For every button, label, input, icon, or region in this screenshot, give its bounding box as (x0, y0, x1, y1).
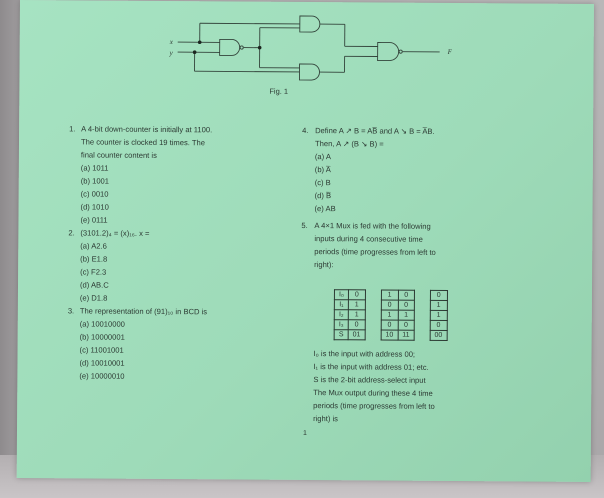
q4-option-d: (d) B̅ (314, 191, 332, 201)
figure-caption: Fig. 1 (269, 86, 289, 96)
q1-option-b: (b) 1001 (80, 176, 110, 186)
mux-cell: 0 (381, 300, 398, 310)
mux-cell: 00 (430, 330, 447, 340)
q1-number: 1. (69, 124, 76, 134)
q1-stem-line3: final counter content is (80, 150, 157, 160)
q2-option-e: (e) D1.8 (79, 293, 108, 303)
input-x-label: x (169, 38, 173, 47)
output-f-label: F (447, 47, 452, 57)
q5-stem-line1: A 4×1 Mux is fed with the following (314, 221, 431, 231)
q2-number: 2. (68, 228, 75, 238)
q1-stem-line1: A 4-bit down-counter is initially at 1100. (81, 124, 213, 135)
q5-note-line2: I₁ is the input with address 01; etc. (313, 362, 429, 372)
q2-option-b: (b) E1.8 (80, 254, 108, 264)
mux-cell: 0 (348, 320, 365, 330)
q3-stem: The representation of (91)₁₀ in BCD is (79, 306, 208, 317)
mux-row-label: I₁ (334, 300, 348, 310)
mux-cell: 0 (398, 290, 414, 300)
mux-cell: 11 (398, 330, 414, 340)
q5-note-line4: The Mux output during these 4 time (313, 388, 433, 398)
q5-note-line1: I₀ is the input with address 00; (313, 349, 416, 359)
q2-option-c: (c) F2.3 (80, 267, 107, 277)
mux-cell: 1 (398, 310, 414, 320)
mux-cell: 10 (381, 330, 398, 340)
q4-number: 4. (302, 125, 309, 136)
mux-row-s (334, 330, 447, 341)
q3-option-a: (a) 10010000 (79, 319, 125, 329)
q5-stem-line2: inputs during 4 consecutive time (314, 234, 423, 244)
mux-cell: 1 (348, 300, 365, 310)
mux-row-label: I₀ (334, 290, 348, 300)
mux-cell: 0 (430, 320, 447, 330)
mux-cell: 01 (348, 330, 365, 340)
q5-note-line5: periods (time progresses from left to (313, 401, 435, 411)
mux-cell: 1 (381, 290, 398, 300)
q1-option-c: (c) 0010 (80, 189, 109, 199)
q5-stem-line3: periods (time progresses from left to (314, 247, 436, 257)
q3-option-b: (b) 10000001 (79, 332, 125, 342)
mux-cell: 0 (398, 320, 414, 330)
q4-option-e: (e) AB (314, 204, 336, 214)
mux-cell: 0 (381, 320, 398, 330)
mux-cell: 1 (430, 300, 447, 310)
q1-option-a: (a) 1011 (80, 163, 109, 173)
q3-option-c: (c) 11001001 (79, 345, 124, 355)
q2-option-d: (d) AB.C (79, 280, 109, 290)
q4-option-c: (c) B (314, 178, 331, 188)
q2-option-a: (a) A2.6 (80, 241, 107, 251)
mux-cell: 1 (430, 310, 447, 320)
mux-cell: 0 (398, 300, 414, 310)
mux-cell: 1 (381, 310, 398, 320)
q5-note-line3: S is the 2-bit address-select input (313, 375, 426, 385)
q5-number: 5. (301, 220, 308, 231)
q3-number: 3. (67, 306, 75, 316)
mux-row-label: S (334, 330, 348, 340)
q3-option-d: (d) 10010001 (79, 358, 125, 368)
page-number: 1 (302, 429, 307, 438)
q1-option-d: (d) 1010 (80, 202, 109, 212)
q4-stem-line1: Define A ↗ B = AB̅ and A ↘ B = A̅B. (315, 126, 435, 136)
q5-stem-line4: right): (314, 260, 334, 270)
mux-cell: 0 (430, 290, 447, 300)
mux-cell: 0 (348, 290, 365, 300)
mux-input-table (334, 289, 448, 341)
mux-row-label: I₃ (334, 320, 348, 330)
q2-stem: (3101.2)₄ = (x)₁₆. x = (80, 228, 150, 238)
input-y-label: y (169, 49, 173, 58)
exam-sheet (17, 0, 594, 482)
q4-stem-line2: Then, A ↗ (B ↘ B) = (314, 139, 384, 149)
q4-option-a: (a) A (314, 152, 331, 162)
q1-stem-line2: The counter is clocked 19 times. The (80, 137, 205, 148)
mux-row-label: I₂ (334, 310, 348, 320)
q4-option-b: (b) A̅ (314, 165, 331, 175)
q3-option-e: (e) 10000010 (79, 371, 125, 381)
mux-cell: 1 (348, 310, 365, 320)
q1-option-e: (e) 0111 (80, 215, 108, 225)
q5-note-line6: right) is (313, 414, 339, 424)
logic-circuit-diagram (139, 9, 480, 86)
